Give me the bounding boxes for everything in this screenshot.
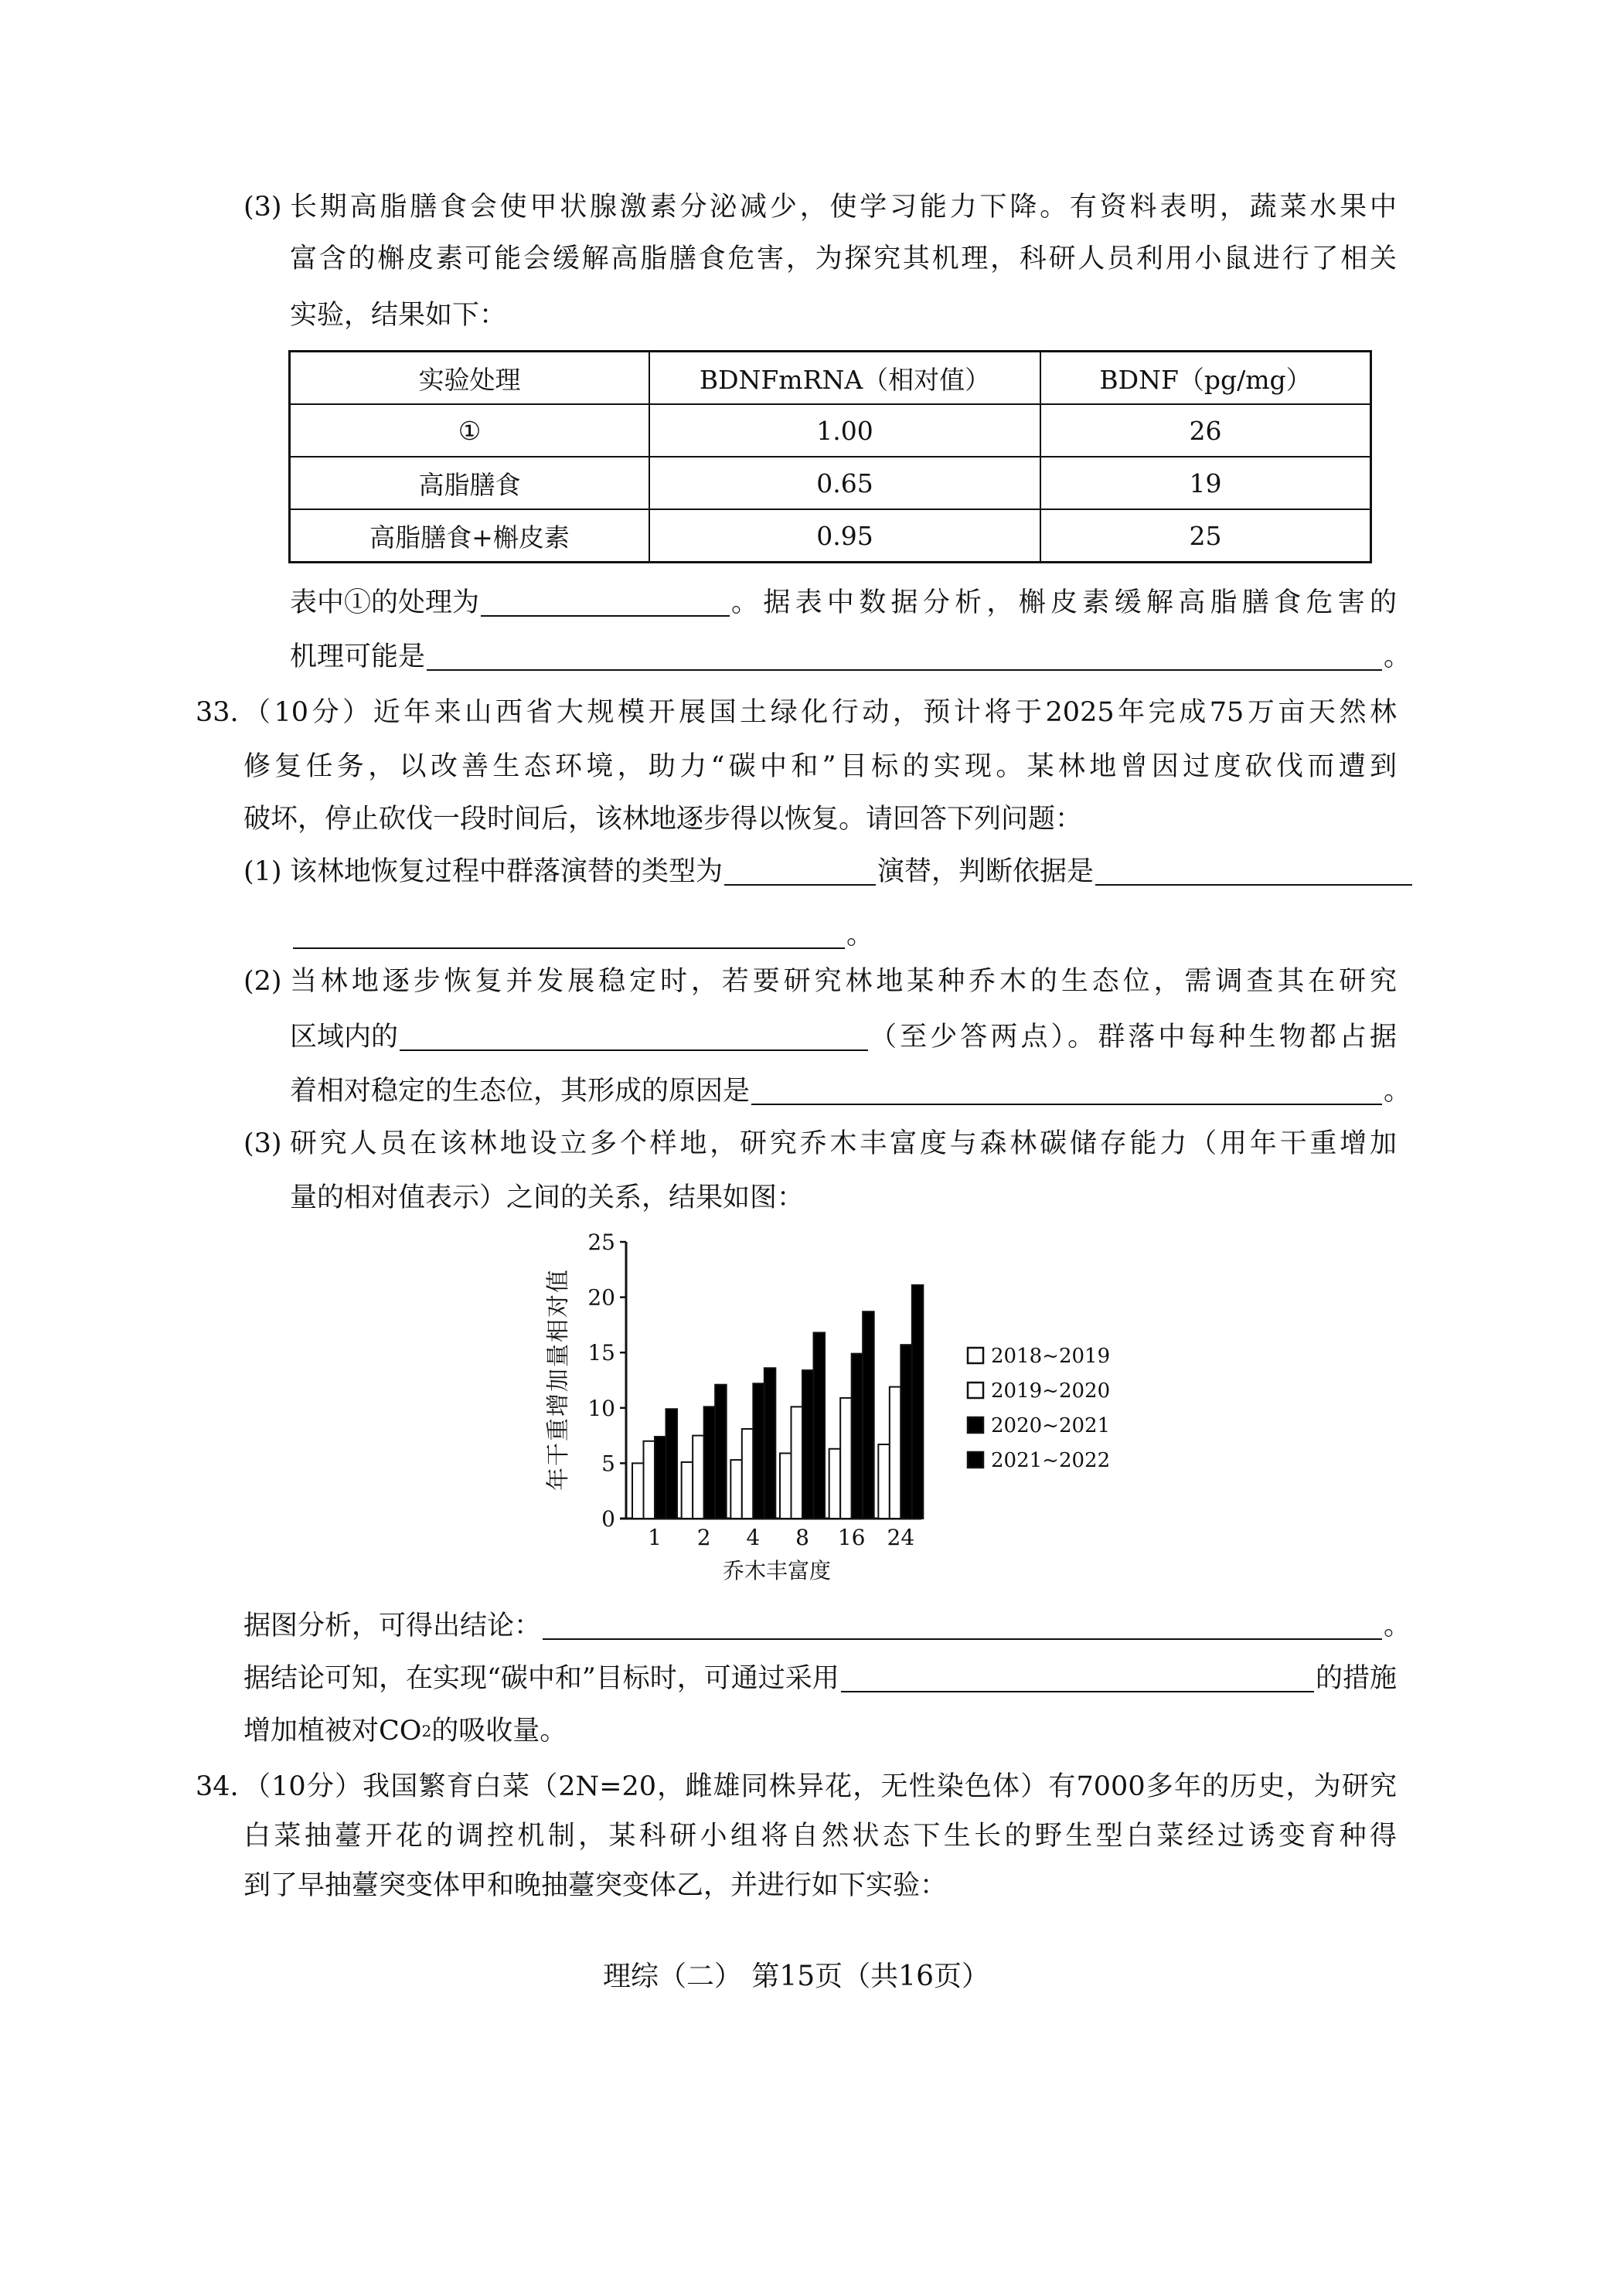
bar-2018~2019 — [829, 1449, 841, 1519]
q34-line1 — [196, 1768, 1397, 1805]
x-tick-label: 4 — [746, 1525, 761, 1550]
bar-2021~2022 — [715, 1385, 727, 1519]
table-row — [290, 509, 1371, 563]
question-text: （10分）我国繁育白菜（2N=20，雌雄同株异花，无性染色体）有7000多年的历史，为研究 — [243, 1771, 1397, 1802]
table-cell: 25 — [1040, 509, 1371, 563]
table-cell: 0.65 — [649, 457, 1040, 509]
answer-blank[interactable] — [751, 1077, 1382, 1105]
legend-swatch — [968, 1417, 983, 1433]
x-tick-label: 16 — [837, 1525, 866, 1550]
q34-line3 — [243, 1867, 947, 1904]
question-text: 据图分析，可得出结论： — [243, 1611, 542, 1641]
answer-blank[interactable] — [841, 1665, 1314, 1692]
q33-p3-line1 — [243, 1125, 1397, 1162]
question-text: 机理可能是 — [290, 641, 426, 672]
y-tick-label: 25 — [587, 1230, 615, 1255]
footer-subject: 理综（二） — [603, 1961, 743, 1992]
bar-2019~2020 — [644, 1441, 655, 1519]
bar-2019~2020 — [742, 1429, 754, 1519]
question-text: 增加植被对CO — [243, 1716, 422, 1747]
answer-blank[interactable] — [481, 589, 730, 617]
x-tick-labels — [648, 1525, 914, 1550]
question-text: 表中①的处理为 — [290, 587, 480, 618]
bar-2020~2021 — [901, 1345, 912, 1519]
question-text: 当林地逐步恢复并发展稳定时，若要研究林地某种乔木的生态位，需调查其在研究 — [290, 966, 1397, 997]
bar-2020~2021 — [753, 1383, 764, 1519]
table-header: 实验处理 — [290, 352, 650, 405]
sub-question-label: (2) — [243, 966, 282, 997]
bar-2021~2022 — [666, 1409, 678, 1519]
page-footer — [603, 1958, 989, 1995]
sub-question-label: (3) — [243, 192, 282, 223]
period: 。 — [1383, 1611, 1411, 1641]
question-text: 到了早抽薹突变体甲和晚抽薹突变体乙，并进行如下实验： — [243, 1870, 948, 1901]
q33-line1 — [196, 694, 1397, 731]
sub-question-label: (1) — [243, 856, 282, 887]
question-text: 实验，结果如下： — [290, 300, 507, 331]
sub-question-label: (3) — [243, 1128, 282, 1159]
table-cell: 高脂膳食 — [290, 457, 650, 509]
question-text: 着相对稳定的生态位，其形成的原因是 — [290, 1076, 751, 1107]
q33-p2-line1 — [243, 963, 1397, 1000]
answer-blank[interactable] — [427, 643, 1382, 671]
legend-label: 2019~2020 — [991, 1379, 1111, 1403]
question-text: （10分）近年来山西省大规模开展国土绿化行动，预计将于2025年完成75万亩天然林 — [243, 697, 1397, 728]
question-text: 该林地恢复过程中群落演替的类型为 — [290, 856, 723, 887]
question-text: 。据表中数据分析，槲皮素缓解高脂膳食危害的 — [731, 587, 1397, 618]
legend-label: 2018~2019 — [991, 1345, 1111, 1368]
x-tick-label: 24 — [887, 1525, 915, 1550]
period: 。 — [846, 920, 874, 951]
question-text: 量的相对值表示）之间的关系，结果如图： — [290, 1182, 805, 1213]
question-text: 的措施 — [1315, 1663, 1397, 1694]
bar-2018~2019 — [730, 1460, 742, 1519]
bar-2021~2022 — [764, 1368, 776, 1519]
table-header-row — [290, 352, 1371, 405]
table-row — [290, 457, 1371, 509]
question-text: 演替，判断依据是 — [877, 856, 1095, 887]
bar-2018~2019 — [878, 1444, 890, 1519]
q33-line2 — [243, 748, 1397, 785]
q33-p3-measure — [243, 1660, 1397, 1697]
table-cell: 19 — [1040, 457, 1371, 509]
y-axis-label: 年干重增加量相对值 — [545, 1268, 572, 1491]
q33-line3 — [243, 801, 1082, 838]
footer-page-number: 第15页（共16页） — [751, 1961, 989, 1992]
question-text: 破坏，停止砍伐一段时间后，该林地逐步得以恢复。请回答下列问题： — [243, 804, 1083, 835]
period: 。 — [1383, 641, 1411, 672]
bar-2020~2021 — [704, 1407, 716, 1519]
x-tick-label: 8 — [795, 1525, 809, 1550]
q33-p1-line2 — [291, 917, 873, 954]
q34-line2 — [243, 1818, 1397, 1855]
bar-2019~2020 — [890, 1387, 901, 1519]
bar-2021~2022 — [863, 1311, 874, 1519]
q33-p3-line2 — [290, 1179, 804, 1216]
subscript: 2 — [421, 1722, 432, 1740]
q33-p3-conclusion — [243, 1607, 1411, 1645]
y-tick-label: 10 — [587, 1395, 615, 1421]
q33-p3-co2 — [243, 1713, 567, 1750]
question-text: 研究人员在该林地设立多个样地，研究乔木丰富度与森林碳储存能力（用年干重增加 — [290, 1128, 1397, 1159]
period: 。 — [1383, 1076, 1411, 1107]
q33-p1-line1 — [243, 853, 1414, 890]
legend-swatch — [968, 1348, 983, 1363]
table-cell: ① — [290, 404, 650, 457]
bar-2021~2022 — [912, 1285, 924, 1519]
bar-2020~2021 — [655, 1437, 666, 1519]
q32-p3-after1 — [290, 584, 1397, 621]
question-text: 白菜抽薹开花的调控机制，某科研小组将自然状态下生长的野生型白菜经过诱变育种得 — [243, 1821, 1397, 1852]
y-tick-labels — [587, 1230, 615, 1532]
question-text: 修复任务，以改善生态环境，助力“碳中和”目标的实现。某林地曾因过度砍伐而遭到 — [243, 751, 1397, 782]
q33-p2-line2 — [290, 1019, 1397, 1056]
bar-2019~2020 — [840, 1398, 852, 1519]
table-row — [290, 404, 1371, 457]
question-text: 富含的槲皮素可能会缓解高脂膳食危害，为探究其机理，科研人员利用小鼠进行了相关 — [290, 243, 1397, 274]
y-axis-label-group — [545, 1268, 572, 1491]
bar-2018~2019 — [780, 1454, 792, 1519]
y-tick-label: 5 — [601, 1451, 615, 1477]
bar-2019~2020 — [693, 1436, 704, 1519]
table-header: BDNFmRNA（相对值） — [649, 352, 1040, 405]
bar-2018~2019 — [682, 1462, 693, 1519]
answer-blank[interactable] — [724, 858, 876, 886]
table-cell: 高脂膳食+槲皮素 — [290, 509, 650, 563]
q33-p2-line3 — [290, 1073, 1411, 1110]
question-number: 33. — [196, 697, 239, 728]
answer-blank[interactable] — [400, 1023, 868, 1051]
bar-2020~2021 — [852, 1354, 863, 1519]
legend-swatch — [968, 1452, 983, 1468]
table-header: BDNF（pg/mg） — [1040, 352, 1371, 405]
q32-p3-line3 — [290, 297, 506, 334]
bars — [632, 1285, 923, 1519]
answer-blank[interactable] — [1095, 858, 1412, 886]
table-cell: 1.00 — [649, 404, 1040, 457]
bar-2021~2022 — [814, 1332, 826, 1519]
q32-p3-after2 — [290, 638, 1411, 675]
question-text: 的吸收量。 — [431, 1716, 567, 1747]
q32-p3-line1 — [243, 189, 1397, 226]
q32-p3-line2 — [290, 240, 1397, 277]
answer-blank[interactable] — [543, 1612, 1382, 1640]
table-cell: 26 — [1040, 404, 1371, 457]
x-tick-label: 1 — [648, 1525, 662, 1550]
results-table — [288, 350, 1372, 563]
legend-label: 2021~2022 — [991, 1449, 1111, 1472]
bar-2020~2021 — [802, 1370, 814, 1519]
legend — [968, 1345, 1110, 1472]
y-tick-label: 0 — [601, 1506, 615, 1532]
legend-swatch — [968, 1383, 983, 1398]
legend-label: 2020~2021 — [991, 1414, 1111, 1437]
x-tick-label: 2 — [696, 1525, 711, 1550]
bar-2018~2019 — [632, 1463, 644, 1519]
question-text: 长期高脂膳食会使甲状腺激素分泌减少，使学习能力下降。有资料表明，蔬菜水果中 — [290, 192, 1397, 223]
table-cell: 0.95 — [649, 509, 1040, 563]
bar-2019~2020 — [792, 1407, 803, 1519]
bar-chart — [526, 1221, 1144, 1592]
question-text: 区域内的 — [290, 1022, 399, 1053]
question-number: 34. — [196, 1771, 239, 1802]
question-text: （至少答两点）。群落中每种生物都占据 — [870, 1022, 1397, 1053]
x-axis-label: 乔木丰富度 — [722, 1558, 832, 1583]
question-text: 据结论可知，在实现“碳中和”目标时，可通过采用 — [243, 1663, 839, 1694]
answer-blank[interactable] — [293, 921, 845, 949]
y-tick-label: 20 — [587, 1284, 615, 1311]
y-tick-label: 15 — [587, 1340, 615, 1366]
